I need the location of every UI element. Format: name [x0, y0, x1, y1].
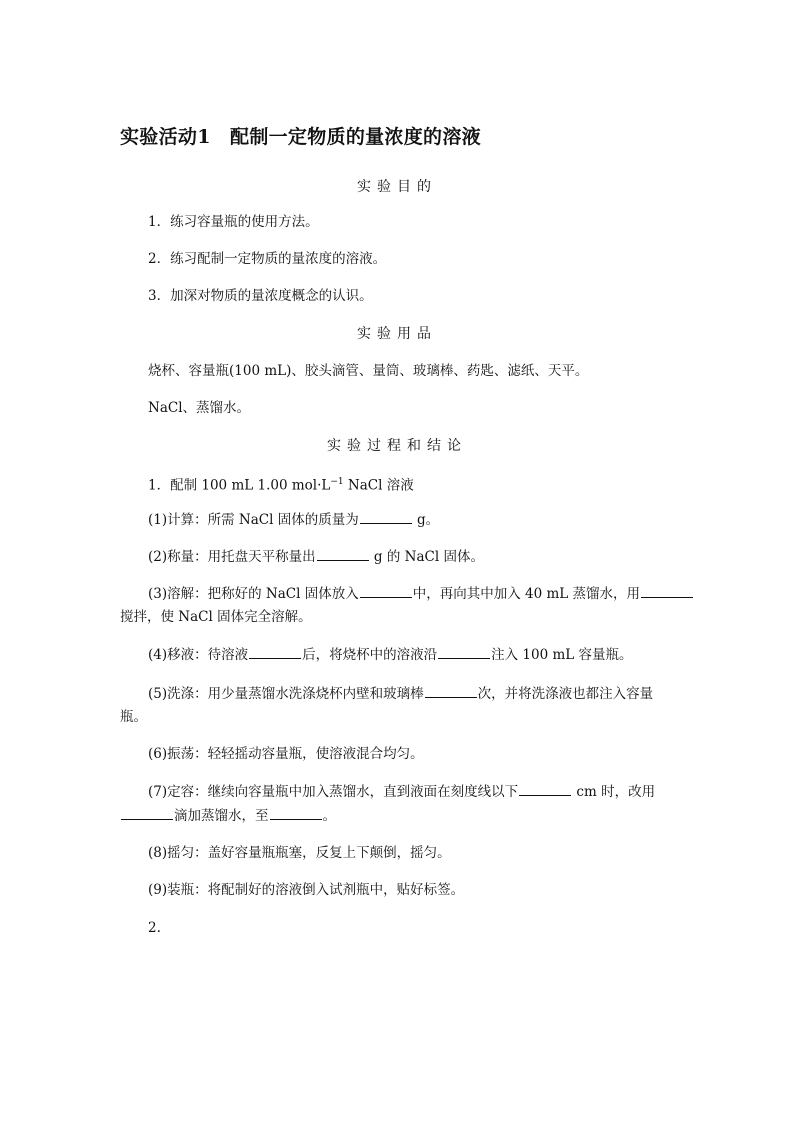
step-dissolve [148, 583, 694, 604]
step-dilute-unit: cm 时，改用 [572, 784, 656, 800]
purpose-item-1: 1．练习容量瓶的使用方法。 [148, 214, 319, 230]
answer-blank[interactable] [425, 683, 477, 698]
process-step-title [148, 472, 414, 496]
step-wash-suffix: 次，并将洗涤液也都注入容量 [477, 686, 654, 702]
step-calculate-unit: g。 [412, 512, 440, 528]
answer-blank[interactable] [360, 509, 412, 524]
step-calculate-text: (1)计算：所需 NaCl 固体的质量为 [148, 512, 359, 528]
answer-blank[interactable] [519, 781, 571, 796]
section-heading-purpose: 实验目的 [357, 179, 437, 195]
answer-blank[interactable] [270, 805, 322, 820]
step-wash-continued: 瓶。 [120, 709, 147, 725]
page-title: 实验活动1 配制一定物质的量浓度的溶液 [120, 126, 481, 148]
answer-blank[interactable] [121, 805, 173, 820]
process-step-title-text: 1．配制 100 mL 1.00 mol·L [148, 477, 331, 494]
step-mix: (8)摇匀：盖好容量瓶瓶塞，反复上下颠倒，摇匀。 [148, 845, 451, 861]
process-step-title-suffix: NaCl 溶液 [343, 477, 414, 494]
step-weigh-text: (2)称量：用托盘天平称量出 [148, 549, 316, 565]
step-dilute-end: 。 [322, 808, 336, 824]
answer-blank[interactable] [438, 644, 490, 659]
section-heading-materials: 实验用品 [357, 326, 437, 342]
materials-equipment: 烧杯、容量瓶(100 mL)、胶头滴管、量筒、玻璃棒、药匙、滤纸、天平。 [148, 363, 589, 379]
answer-blank[interactable] [641, 583, 693, 598]
step-bottle: (9)装瓶：将配制好的溶液倒入试剂瓶中，贴好标签。 [148, 882, 465, 898]
step-weigh [148, 546, 484, 567]
step-weigh-suffix: g 的 NaCl 固体。 [369, 549, 484, 565]
step-dissolve-middle: 中，再向其中加入 40 mL 蒸馏水，用 [412, 586, 641, 602]
step-dilute-continued [120, 805, 336, 826]
answer-blank[interactable] [317, 546, 369, 561]
step-wash [148, 683, 653, 704]
step-dissolve-continued: 搅拌，使 NaCl 固体完全溶解。 [120, 609, 312, 625]
step-calculate [148, 509, 439, 530]
process-item-2: 2. [148, 920, 161, 936]
answer-blank[interactable] [249, 644, 301, 659]
materials-reagents: NaCl、蒸馏水。 [148, 400, 251, 416]
step-dissolve-text: (3)溶解：把称好的 NaCl 固体放入 [148, 586, 359, 602]
step-dilute [148, 781, 655, 802]
step-shake: (6)振荡：轻轻摇动容量瓶，使溶液混合均匀。 [148, 746, 424, 762]
answer-blank[interactable] [360, 583, 412, 598]
step-transfer-middle: 后，将烧杯中的溶液沿 [302, 647, 438, 663]
step-dilute-text: (7)定容：继续向容量瓶中加入蒸馏水，直到液面在刻度线以下 [148, 784, 519, 800]
step-transfer-text: (4)移液：待溶液 [148, 647, 249, 663]
step-dilute-middle: 滴加蒸馏水，至 [174, 808, 269, 824]
step-wash-text: (5)洗涤：用少量蒸馏水洗涤烧杯内壁和玻璃棒 [148, 686, 424, 702]
unit-exponent: −1 [330, 477, 344, 487]
step-transfer [148, 644, 633, 665]
step-transfer-suffix: 注入 100 mL 容量瓶。 [491, 647, 633, 663]
purpose-item-2: 2．练习配制一定物质的量浓度的溶液。 [148, 251, 387, 267]
section-heading-process: 实验过程和结论 [327, 438, 467, 454]
purpose-item-3: 3．加深对物质的量浓度概念的认识。 [148, 288, 373, 304]
